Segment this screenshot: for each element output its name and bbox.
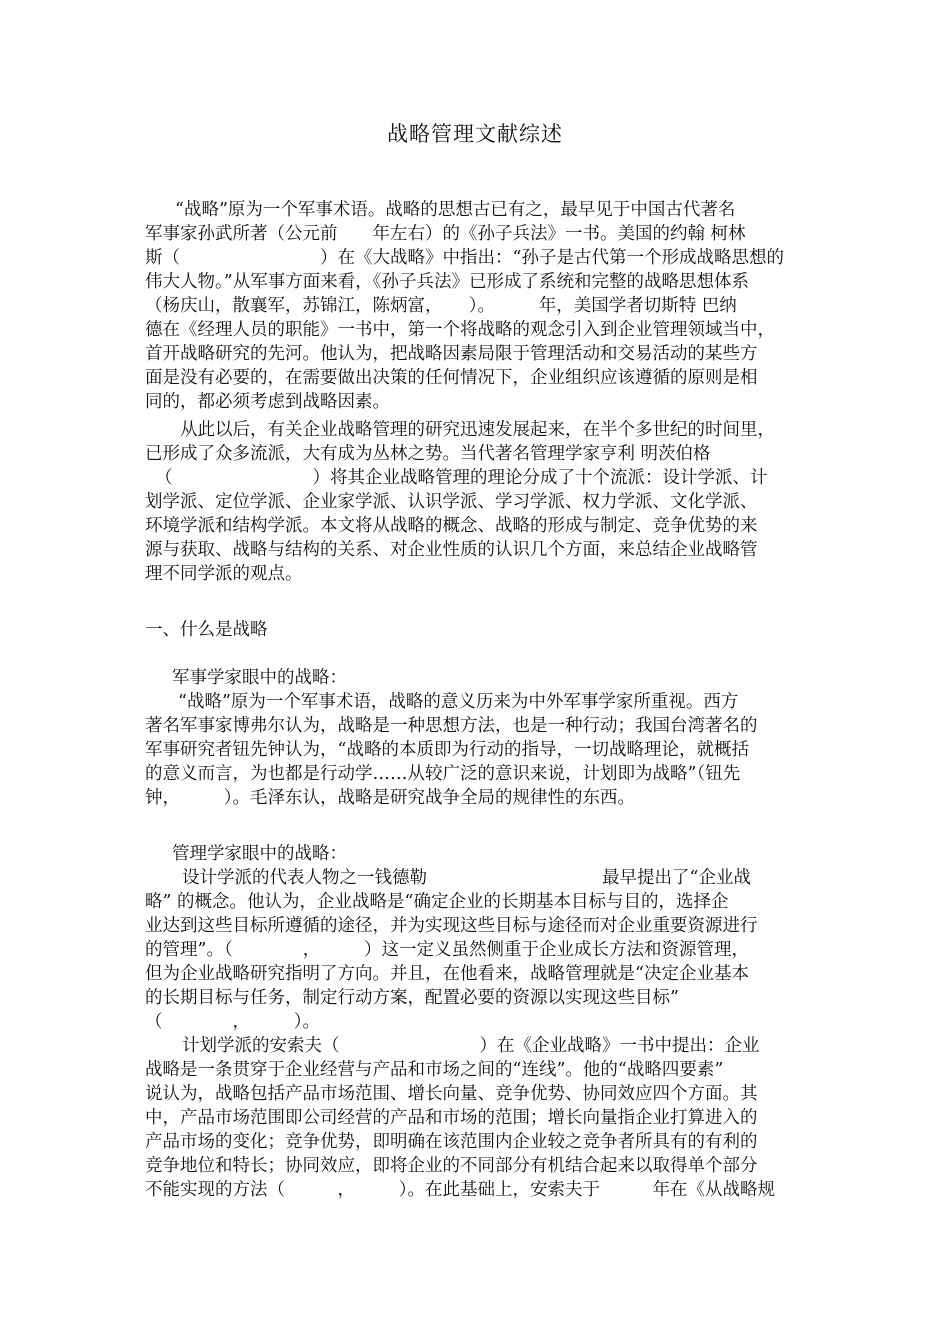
text-line: 的长期目标与任务，制定行动方案，配置必要的资源以实现这些目标” [145,988,679,1008]
text-line: 已形成了众多流派，大有成为丛林之势。当代著名管理学家亨利 明茨伯格 [145,444,711,464]
text-line: 伟大人物。”从军事方面来看，《孙子兵法》已形成了系统和完整的战略思想体系 [145,272,749,292]
text-line: 中，产品市场范围即公司经营的产品和市场的范围；增长向量指企业打算进入的 [145,1108,758,1128]
text-line: 军事研究者钮先钟认为，“战略的本质即为行动的指导，一切战略理论，就概括 [145,740,749,760]
text-line: 但为企业战略研究指明了方向。并且，在他看来，战略管理就是“决定企业基本 [145,964,749,984]
text-line: 一、什么是战略 [145,620,268,640]
text-line: 不能实现的方法（ ， ）。在此基础上，安索夫于 年在《从战略规 [145,1180,775,1200]
text-line: 竞争地位和特长；协同效应，即将企业的不同部分有机结合起来以取得单个部分 [145,1156,758,1176]
text-line: 设计学派的代表人物之一钱德勒 最早提出了“企业战 [182,868,751,888]
text-line: 源与获取、战略与结构的关系、对企业性质的认识几个方面，来总结企业战略管 [145,540,758,560]
text-line: 划学派、定位学派、企业家学派、认识学派、学习学派、权力学派、文化学派、 [145,492,758,512]
text-line: （ ）将其企业战略管理的理论分成了十个流派：设计学派、计 [155,468,768,488]
text-line: 军事学家眼中的战略： [172,668,347,688]
text-line: 斯（ ）在《大战略》中指出：“孙子是古代第一个形成战略思想的 [145,248,784,268]
text-line: 计划学派的安索夫（ ）在《企业战略》一书中提出：企业 [182,1036,760,1056]
document-title: 战略管理文献综述 [387,122,563,146]
text-line: 理不同学派的观点。 [145,564,303,584]
text-line: “战略”原为一个军事术语，战略的意义历来为中外军事学家所重视。西方 [178,692,739,712]
text-line: 管理学家眼中的战略： [172,844,347,864]
text-line: 的管理”。（ ， ）这一定义虽然侧重于企业成长方法和资源管理， [145,940,749,960]
text-line: 的意义而言，为也都是行动学……从较广泛的意识来说，计划即为战略”（钮先 [145,764,741,784]
text-line: 著名军事家博弗尔认为，战略是一种思想方法，也是一种行动；我国台湾著名的 [145,716,758,736]
text-line: 军事家孙武所著（公元前 年左右）的《孙子兵法》一书。美国的约翰 柯林 [145,224,746,244]
text-line: 德在《经理人员的职能》一书中，第一个将战略的观念引入到企业管理领域当中， [145,320,775,340]
text-line: “战略”原为一个军事术语。战略的思想古已有之，最早见于中国古代著名 [175,200,736,220]
text-line: 略” 的概念。他认为，企业战略是“确定企业的长期基本目标与目的，选择企 [145,892,729,912]
text-line: （ ， ）。 [145,1012,320,1032]
text-line: 面是没有必要的，在需要做出决策的任何情况下，企业组织应该遵循的原则是相 [145,368,758,388]
text-line: 首开战略研究的先河。他认为，把战略因素局限于管理活动和交易活动的某些方 [145,344,758,364]
text-line: 说认为，战略包括产品市场范围、增长向量、竞争优势、协同效应四个方面。其 [145,1084,758,1104]
text-line: 产品市场的变化；竞争优势，即明确在该范围内企业较之竞争者所具有的有利的 [145,1132,758,1152]
text-line: 同的，都必须考虑到战略因素。 [145,392,390,412]
text-line: 环境学派和结构学派。本文将从战略的概念、战略的形成与制定、竞争优势的来 [145,516,758,536]
text-line: （杨庆山，散襄军，苏锦江，陈炳富， ）。 年，美国学者切斯特 巴纳 [145,296,737,316]
text-line: 从此以后，有关企业战略管理的研究迅速发展起来，在半个多世纪的时间里， [180,420,775,440]
text-line: 业达到这些目标所遵循的途径，并为实现这些目标与途径而对企业重要资源进行 [145,916,758,936]
text-line: 钟， ）。毛泽东认，战略是研究战争全局的规律性的东西。 [145,788,635,808]
text-line: 战略是一条贯穿于企业经营与产品和市场之间的“连线”。他的“战略四要素” [145,1060,724,1080]
